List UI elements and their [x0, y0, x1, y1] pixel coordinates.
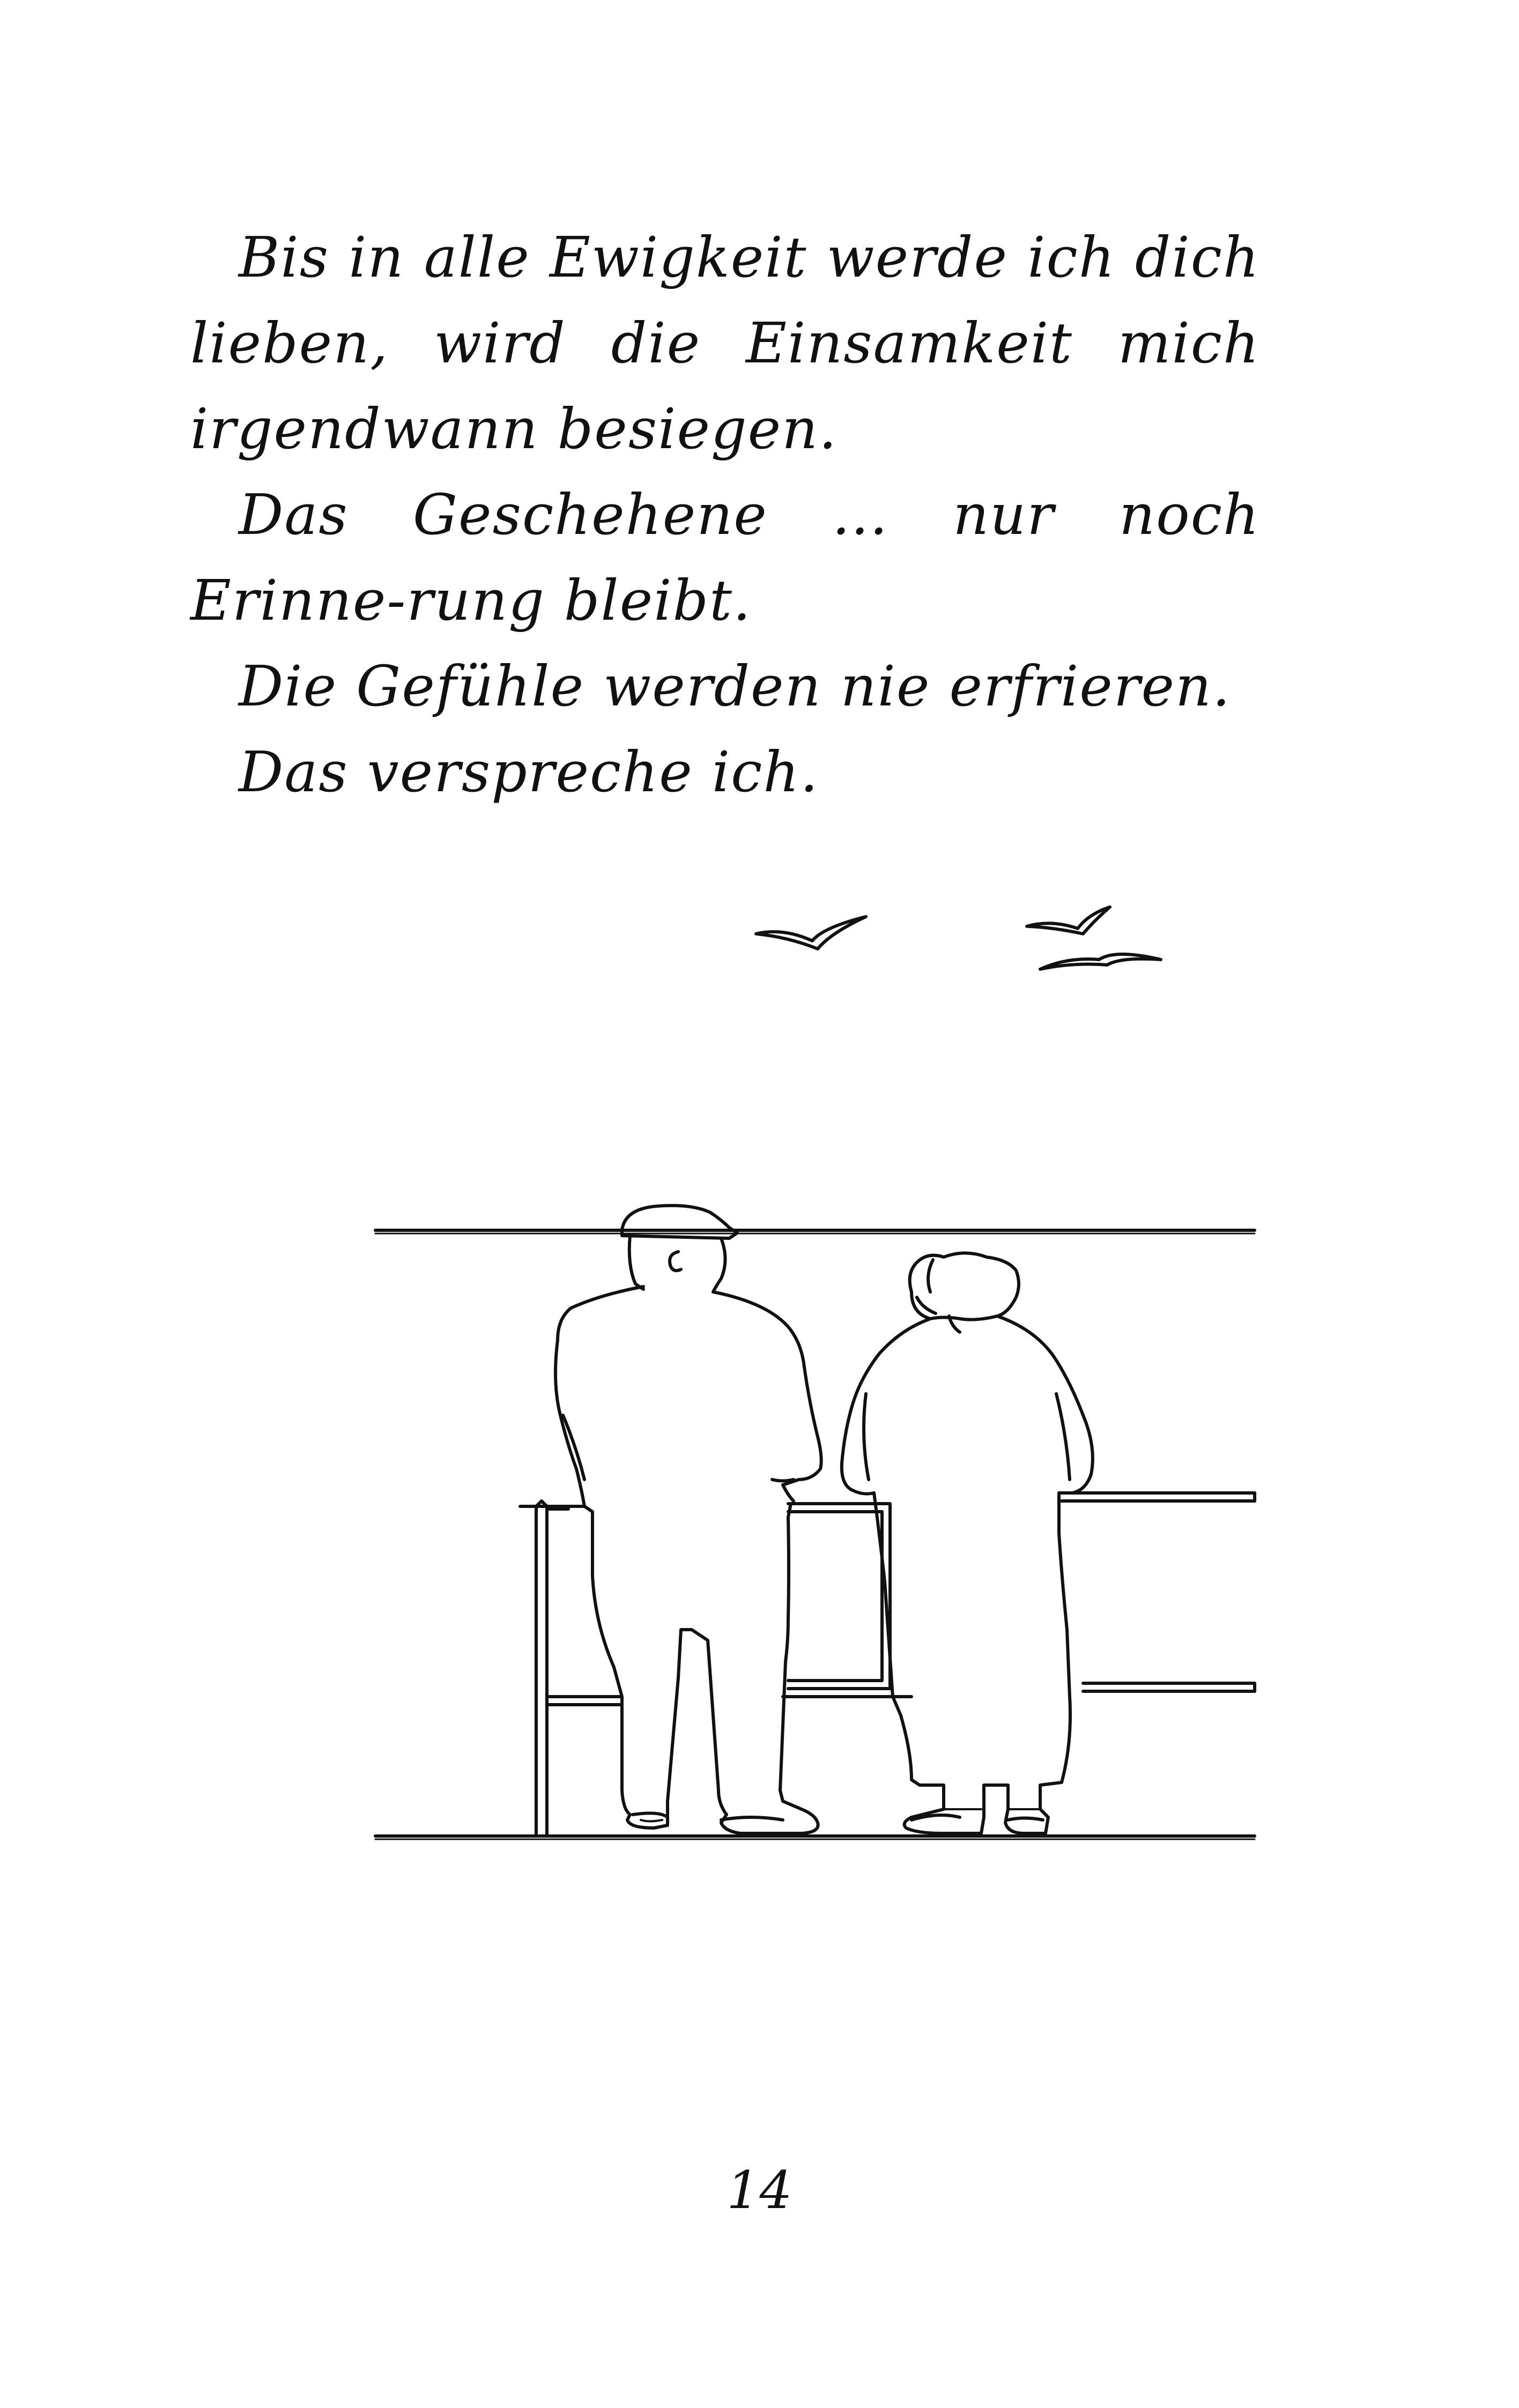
seagull-icon [1040, 954, 1161, 969]
man-figure [555, 1206, 821, 1833]
poem-paragraph: Das Geschehene ... nur noch Erinne-rung bleibt. [190, 482, 1260, 633]
woman-figure [842, 1253, 1093, 1834]
railing [520, 1493, 1255, 1836]
seagull-icon [1027, 907, 1110, 934]
seagulls-icon [756, 907, 1161, 969]
poem-paragraph: Das verspreche ich. [239, 739, 819, 805]
page-number: 14 [727, 2160, 792, 2220]
seagull-icon [756, 917, 866, 949]
poem-paragraph: Bis in alle Ewigkeit werde ich dich lieben, wird die Einsamkeit mich irgendwann besiegen. [190, 225, 1260, 462]
poem-paragraph: Die Gefühle werden nie erfrieren. [239, 653, 1232, 719]
poem-text [190, 214, 1260, 815]
